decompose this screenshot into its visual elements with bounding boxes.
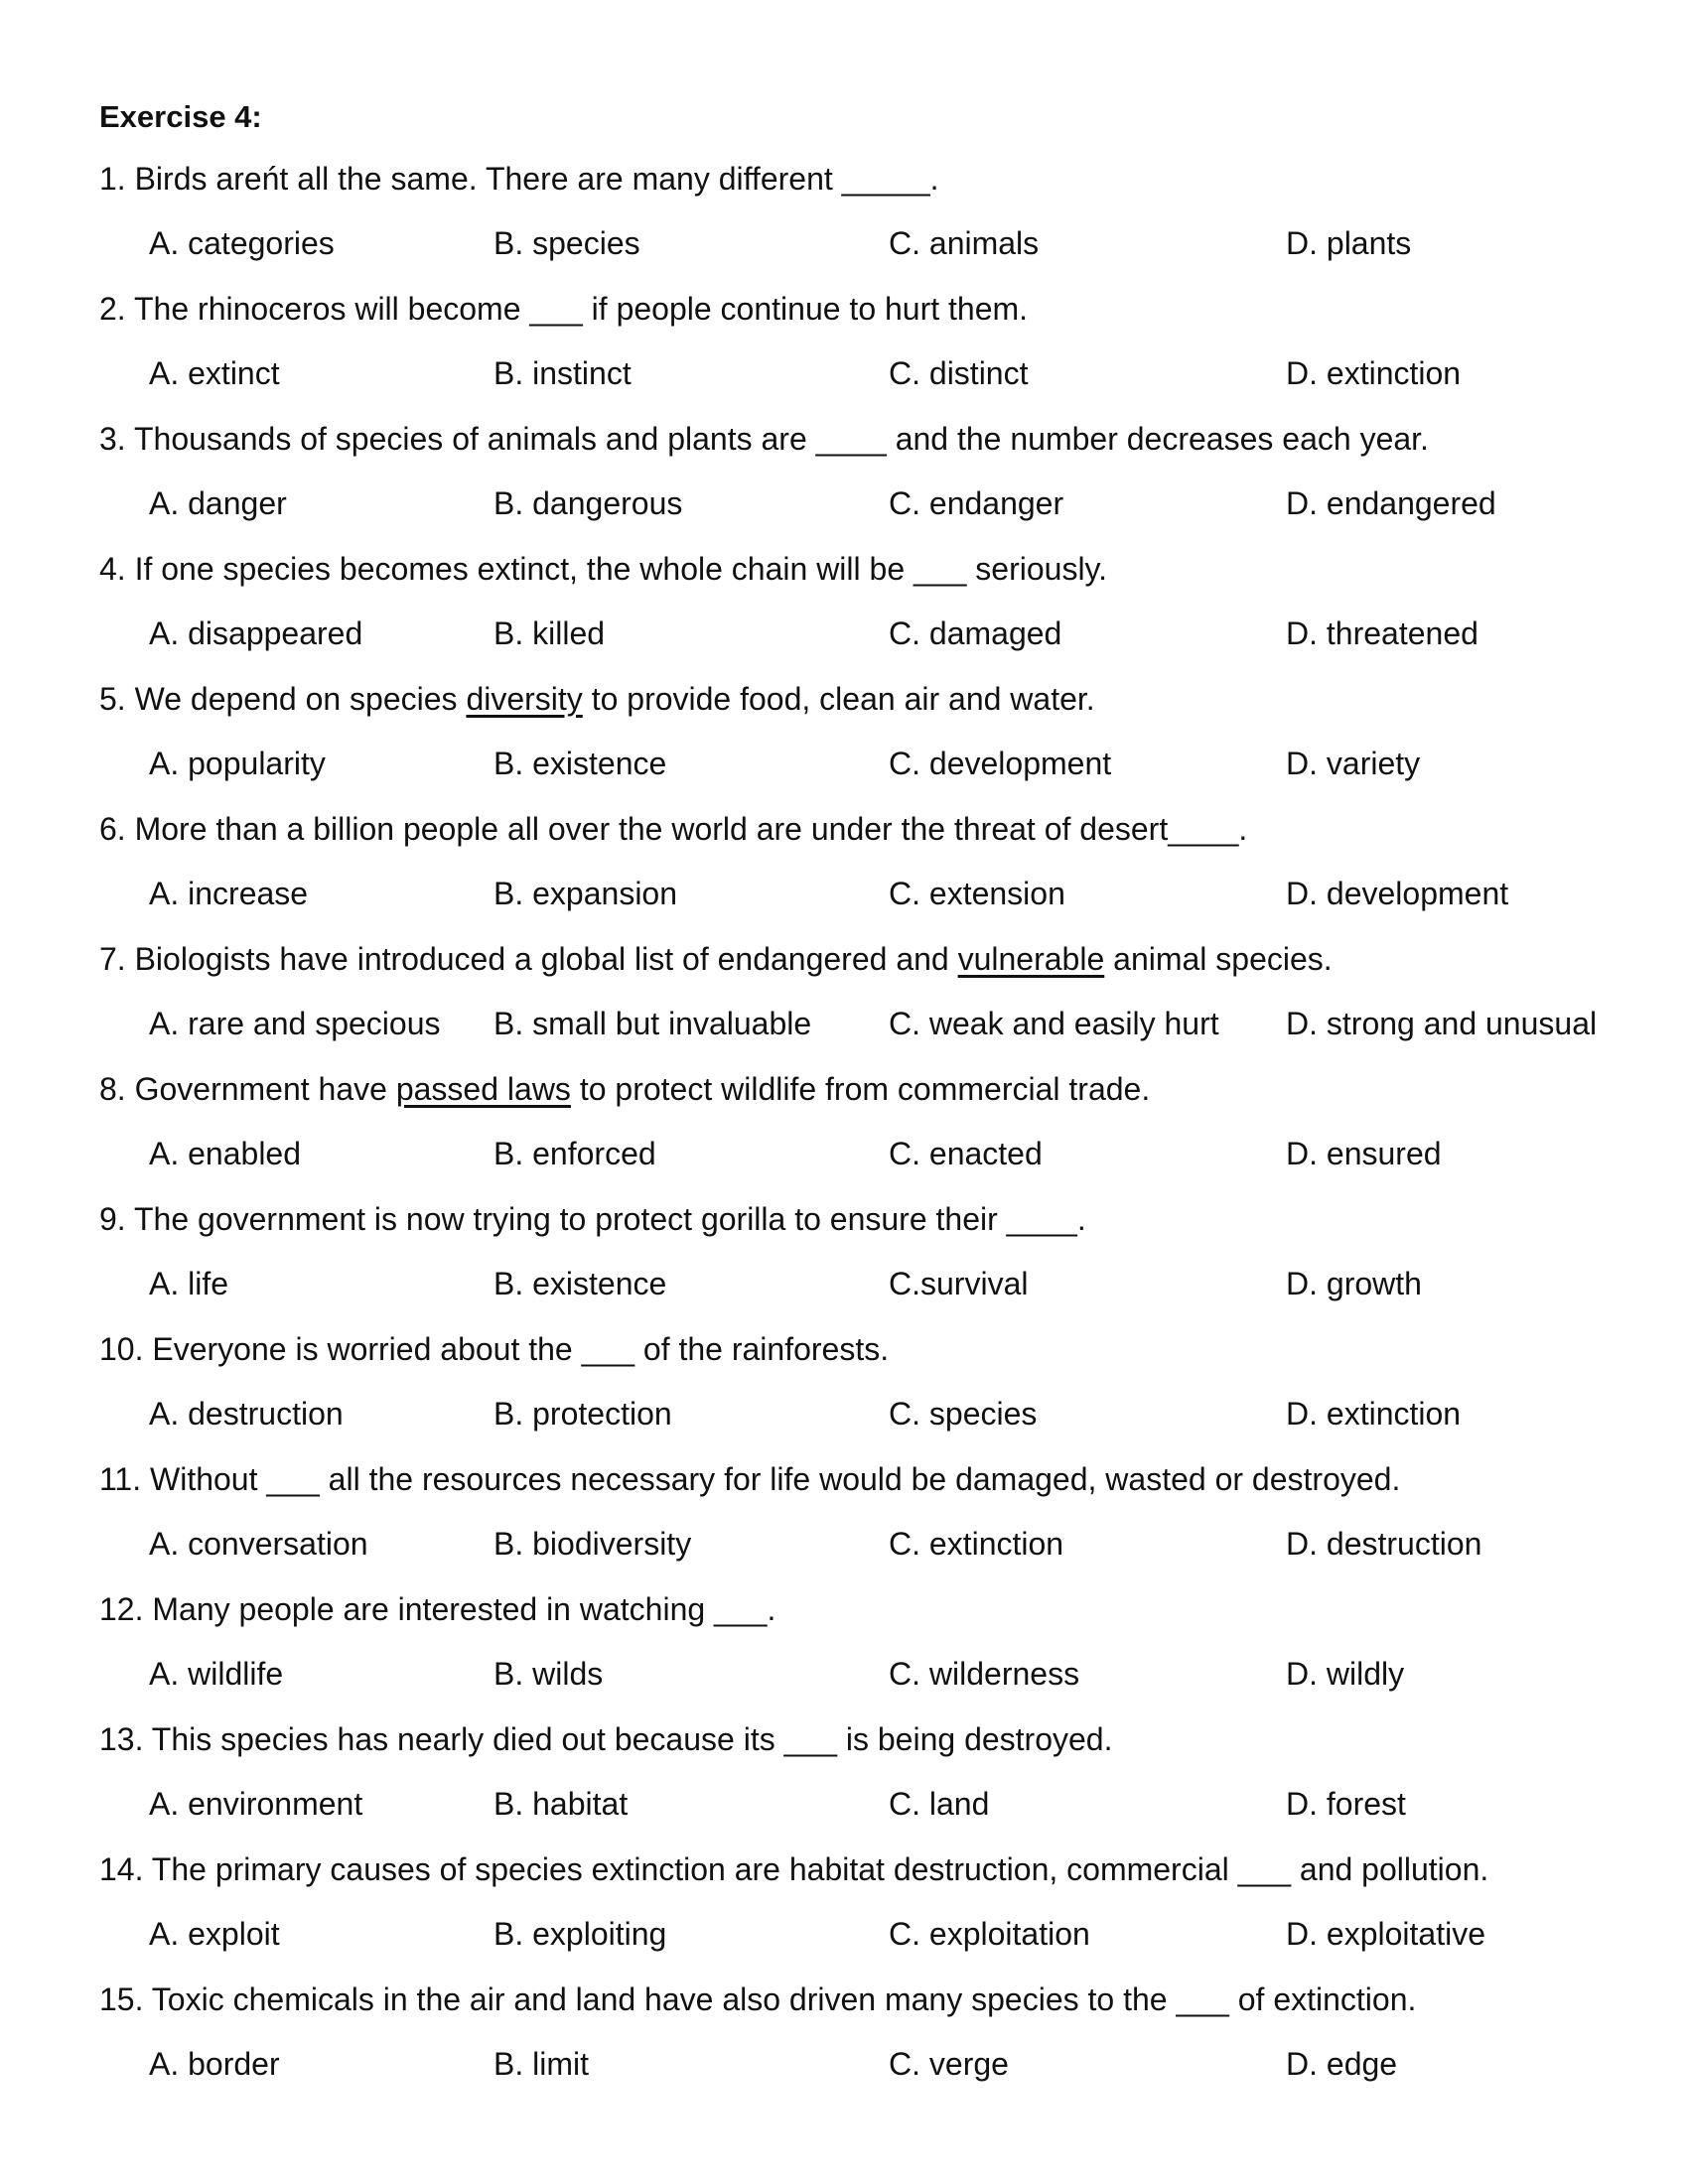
question-7: [99, 941, 1333, 978]
question-11: [99, 1461, 1400, 1498]
question-12-option-b: B. wilds: [493, 1656, 604, 1692]
question-5-option-b: B. existence: [493, 746, 667, 781]
question-5-option-c: C. development: [889, 746, 1112, 781]
underlined-word: diversity: [466, 681, 583, 717]
question-1-option-d: D. plants: [1286, 225, 1412, 261]
question-13-option-d: D. forest: [1286, 1786, 1406, 1822]
question-2-option-b: B. instinct: [493, 355, 632, 391]
question-3-option-b: B. dangerous: [493, 485, 683, 521]
question-text: 10. Everyone is worried about the ___ of the rainforests.: [99, 1331, 890, 1367]
question-4-option-d: D. threatened: [1286, 615, 1478, 651]
question-10-option-d: D. extinction: [1286, 1396, 1462, 1432]
question-9: [99, 1201, 1086, 1238]
question-text: 4. If one species becomes extinct, the whole chain will be ___ seriously.: [99, 551, 1108, 587]
question-13-option-c: C. land: [889, 1786, 990, 1822]
question-text: 8. Government have: [99, 1071, 396, 1107]
question-12-option-c: C. wilderness: [889, 1656, 1080, 1692]
question-text: 9. The government is now trying to protect gorilla to ensure their ____.: [99, 1201, 1086, 1237]
question-text: 12. Many people are interested in watching ___.: [99, 1591, 776, 1627]
question-4-option-b: B. killed: [493, 615, 606, 651]
question-8: [99, 1071, 1150, 1108]
question-7-option-b: B. small but invaluable: [493, 1006, 812, 1041]
question-9-option-c: C.survival: [889, 1266, 1029, 1301]
question-11-option-c: C. extinction: [889, 1526, 1064, 1562]
question-5: [99, 681, 1095, 718]
question-14-option-b: B. exploiting: [493, 1916, 667, 1952]
question-6-option-b: B. expansion: [493, 876, 678, 911]
question-12: [99, 1591, 775, 1628]
question-15: [99, 1981, 1416, 2018]
question-15-option-c: C. verge: [889, 2046, 1009, 2082]
question-2-option-d: D. extinction: [1286, 355, 1462, 391]
question-13: [99, 1721, 1112, 1758]
question-2-option-c: C. distinct: [889, 355, 1029, 391]
question-1-option-c: C. animals: [889, 225, 1040, 261]
question-11-option-a: A. conversation: [149, 1526, 368, 1562]
question-10-option-b: B. protection: [493, 1396, 672, 1432]
question-3: [99, 421, 1429, 458]
question-text-rest: to provide food, clean air and water.: [582, 681, 1095, 717]
question-3-option-c: C. endanger: [889, 485, 1064, 521]
question-14-option-c: C. exploitation: [889, 1916, 1090, 1952]
question-9-option-a: A. life: [149, 1266, 229, 1301]
question-2-option-a: A. extinct: [149, 355, 280, 391]
question-14-option-a: A. exploit: [149, 1916, 280, 1952]
question-15-option-d: D. edge: [1286, 2046, 1398, 2082]
question-text: 1. Birds areńt all the same. There are many different _____.: [99, 161, 939, 197]
question-8-option-b: B. enforced: [493, 1136, 656, 1171]
underlined-word: vulnerable: [957, 941, 1105, 977]
question-8-option-c: C. enacted: [889, 1136, 1043, 1171]
question-14-option-d: D. exploitative: [1286, 1916, 1485, 1952]
question-3-option-d: D. endangered: [1286, 485, 1496, 521]
question-9-option-d: D. growth: [1286, 1266, 1422, 1301]
question-5-option-a: A. popularity: [149, 746, 326, 781]
question-10-option-c: C. species: [889, 1396, 1038, 1432]
question-text: 13. This species has nearly died out because its ___ is being destroyed.: [99, 1721, 1113, 1757]
question-13-option-b: B. habitat: [493, 1786, 629, 1822]
question-7-option-c: C. weak and easily hurt: [889, 1006, 1219, 1041]
question-4-option-c: C. damaged: [889, 615, 1062, 651]
question-9-option-b: B. existence: [493, 1266, 667, 1301]
question-text: 14. The primary causes of species extinction are habitat destruction, commercial ___ and pollution.: [99, 1851, 1489, 1887]
question-5-option-d: D. variety: [1286, 746, 1421, 781]
question-11-option-d: D. destruction: [1286, 1526, 1482, 1562]
question-8-option-a: A. enabled: [149, 1136, 302, 1171]
question-6-option-c: C. extension: [889, 876, 1065, 911]
question-2: [99, 291, 1028, 328]
question-7-option-a: A. rare and specious: [149, 1006, 441, 1041]
question-13-option-a: A. environment: [149, 1786, 363, 1822]
question-1-option-a: A. categories: [149, 225, 335, 261]
question-14: [99, 1851, 1488, 1888]
question-7-option-d: D. strong and unusual: [1286, 1006, 1598, 1041]
question-3-option-a: A. danger: [149, 485, 287, 521]
question-10-option-a: A. destruction: [149, 1396, 344, 1432]
question-8-option-d: D. ensured: [1286, 1136, 1442, 1171]
question-text: 7. Biologists have introduced a global list of endangered and: [99, 941, 958, 977]
question-15-option-b: B. limit: [493, 2046, 589, 2082]
question-10: [99, 1331, 889, 1368]
question-text: 3. Thousands of species of animals and plants are ____ and the number decreases each year.: [99, 421, 1429, 457]
question-text: 6. More than a billion people all over the world are under the threat of desert____.: [99, 811, 1248, 847]
question-6-option-a: A. increase: [149, 876, 309, 911]
question-11-option-b: B. biodiversity: [493, 1526, 692, 1562]
question-12-option-d: D. wildly: [1286, 1656, 1405, 1692]
question-6: [99, 811, 1247, 848]
question-1: [99, 161, 939, 198]
question-text: 11. Without ___ all the resources necessary for life would be damaged, wasted or destroyed.: [99, 1461, 1401, 1497]
question-text-rest: to protect wildlife from commercial trade.: [570, 1071, 1151, 1107]
question-text: 5. We depend on species: [99, 681, 467, 717]
question-text: 15. Toxic chemicals in the air and land have also driven many species to the ___ of extinction.: [99, 1981, 1417, 2017]
question-text: 2. The rhinoceros will become ___ if people continue to hurt them.: [99, 291, 1029, 327]
question-6-option-d: D. development: [1286, 876, 1509, 911]
underlined-word: passed laws: [395, 1071, 571, 1107]
question-text-rest: animal species.: [1104, 941, 1333, 977]
question-4-option-a: A. disappeared: [149, 615, 363, 651]
question-15-option-a: A. border: [149, 2046, 280, 2082]
exercise-title: Exercise 4:: [99, 99, 262, 134]
question-4: [99, 551, 1107, 588]
question-12-option-a: A. wildlife: [149, 1656, 284, 1692]
question-1-option-b: B. species: [493, 225, 640, 261]
